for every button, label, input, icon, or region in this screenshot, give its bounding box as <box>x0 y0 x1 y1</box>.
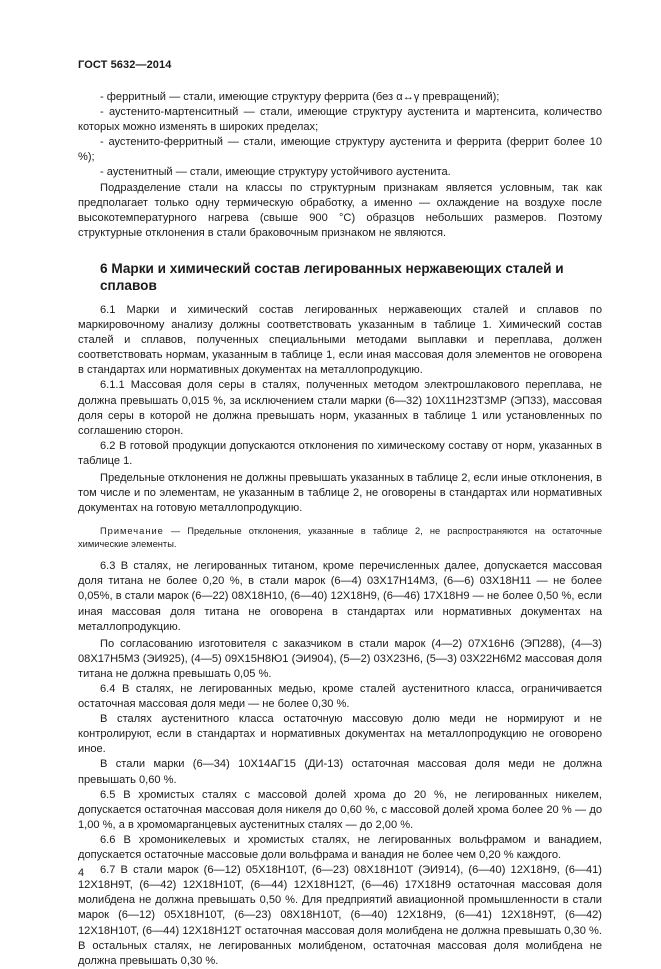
list-item-austenitic-martensitic: - аустенито-мартенситный — стали, имеющие структуру аустенита и мартенсита, количество которых можно изменять в широких пределах; <box>78 106 602 134</box>
paragraph-6-5: 6.5 В хромистых сталях с массовой долей хрома до 20 %, не легированных никелем, допускается остаточная массовая доля никеля до 0,60 %, с массовой долей хрома более 20 % — до 1,00 %, а в хромомарганцевых аустенитных сталях — до 2,00 %. <box>78 788 602 831</box>
document-header: ГОСТ 5632—2014 <box>78 59 172 71</box>
list-item-austenitic: - аустенитный — стали, имеющие структуру устойчивого аустенита. <box>100 166 451 179</box>
paragraph-6-4: 6.4 В сталях, не легированных медью, кроме сталей аустенитного класса, ограничивается остаточная массовая доля меди — не более 0,30 %. <box>78 683 602 711</box>
page-number: 4 <box>78 867 85 879</box>
page-body <box>78 90 602 969</box>
paragraph-6-1: 6.1 Марки и химический состав легированных нержавеющих сталей и сплавов по маркировочному анализу должны соответствовать указанным в таблице 1. Химический состав сталей и сплавов, полученных специальными методами выплавки и переплава, должен соответствовать нормам, указанным в таблице 1, если иная массовая доля элементов не оговорена в стандартах или нормативных документах на металлопродукцию. <box>78 303 602 377</box>
paragraph-deviations: Предельные отклонения не должны превышать указанных в таблице 2, если иные отклонения, в том числе и по элементам, не указанным в таблице 2, не оговорены в стандартах или нормативных документах на готовую металлопродукцию. <box>78 471 602 515</box>
section-heading: 6 Марки и химический состав легированных нержавеющих сталей и сплавов <box>100 260 564 293</box>
list-item-austenitic-ferritic: - аустенито-ферритный — стали, имеющие структуру аустенита и феррита (феррит более 10 %); <box>78 136 602 164</box>
paragraph-classification: Подразделение стали на классы по структурным признакам является условным, так как предполагает только одну термическую обработку, а именно — охлаждение на воздухе после высокотемпературного нагрева (свыше 900 °С) образцов небольших размеров. Поэтому структурные отклонения в стали браковочным признаком не являются. <box>78 181 602 239</box>
list-item-ferritic: - ферритный — стали, имеющие структуру феррита (без α↔γ превращений); <box>100 91 500 103</box>
paragraph-copper-6-34: В стали марки (6—34) 10Х14АГ15 (ДИ-13) остаточная массовая доля меди не должна превышать 0,60 %. <box>78 758 602 786</box>
paragraph-6-2: 6.2 В готовой продукции допускаются отклонения по химическому составу от норм, указанных в таблице 1. <box>78 439 602 467</box>
paragraph-6-7: 6.7 В стали марок (6—12) 05Х18Н10Т, (6—23) 08Х18Н10Т (ЭИ914), (6—40) 12Х18Н9, (6—41) 12Х18Н9Т, (6—42) 12Х18Н10Т, (6—44) 12Х18Н12Т, (6—46) 17Х18Н9 остаточная массовая доля молибдена не должна превышать 0,50 %. Для предприятий авиационной промышленности в стали марок (6—12) 05Х18Н10Т, (6—23) 08Х18Н10Т, (6—40) 12Х18Н9, (6—41) 12Х18Н9Т, (6—42) 12Х18Н10Т, (6—44) 12Х18Н12Т остаточная массовая доля молибдена не должна превышать 0,30 %. В остальных сталях, не легированных молибденом, остаточная массовая доля молибдена не должна превышать 0,30 %. <box>78 864 602 967</box>
paragraph-6-6: 6.6 В хромоникелевых и хромистых сталях, не легированных вольфрамом и ванадием, допускается остаточные массовые доли вольфрама и ванадия не более чем 0,20 % каждого. <box>78 833 602 862</box>
paragraph-titanium-agreement: По согласованию изготовителя с заказчиком в стали марок (4—2) 07Х16Н6 (ЭП288), (4—3) 08Х17Н5М3 (ЭИ925), (4—5) 09Х15Н8Ю1 (ЭИ904), (5—2) 03Х23Н6, (5—3) 03Х22Н6М2 массовая доля титана не должна превышать 0,05 %. <box>78 637 602 680</box>
note-label: Примечание <box>100 526 164 537</box>
paragraph-6-3: 6.3 В сталях, не легированных титаном, кроме перечисленных далее, допускается массовая доля титана не более 0,20 %, в стали марок (6—4) 03Х17Н14М3, (6—6) 03Х18Н11 — не более 0,05%, в стали марок (6—22) 08Х18Н10, (6—40) 12Х18Н9, (6—46) 17Х18Н9 — не более 0,50 %, если иная массовая доля титана не оговорена в стандартах или нормативных документах на металлопродукцию. <box>78 560 602 633</box>
note <box>78 525 602 551</box>
paragraph-copper-austenitic: В сталях аустенитного класса остаточную массовую долю меди не нормируют и не контролируют, если в стандартах и нормативных документах на металлопродукцию не оговорено иное. <box>78 713 602 756</box>
note-text: — Предельные отклонения, указанные в таблице 2, не распространяются на остаточные химические элементы. <box>78 526 602 550</box>
paragraph-6-1-1: 6.1.1 Массовая доля серы в сталях, полученных методом электрошлакового переплава, не должна превышать 0,015 %, за исключением стали марки (6—32) 10Х11Н23Т3МР (ЭП33), массовая доля серы в которой не должна превышать норм, указанных в таблице 1 или установленных по соглашению сторон. <box>78 379 602 437</box>
